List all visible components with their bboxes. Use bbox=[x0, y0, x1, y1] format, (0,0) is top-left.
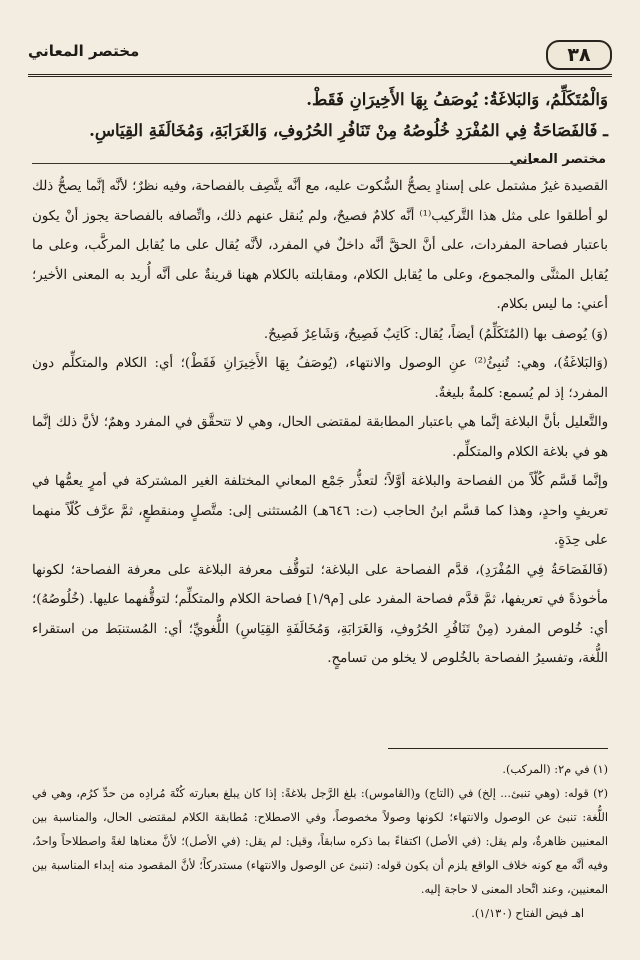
paragraph: والتَّعليل بأنَّ البلاغة إنَّما هي باعتبار المطابقة لمقتضى الحال، وهي لا تتحقَّق في المفرد وهمٌ؛ لأنَّ ذلك إنَّما هو في بلاغة الكلام والمتكلِّم. bbox=[32, 415, 608, 460]
commentary-label: مختصر المعاني bbox=[509, 152, 606, 167]
paragraph: (وَ) يُوصف بها (المُتَكَلِّمُ) أيضاً، يُقال: كَاتِبٌ فَصِيحٌ، وَشَاعِرٌ فَصِيحٌ. bbox=[263, 326, 608, 342]
matn-text bbox=[32, 84, 608, 146]
matn-line: وَالْمُتَكَلِّمُ، وَالبَلاغَةُ: يُوصَفُ بِهَا الأَخِيرَانِ فَقَطْ. bbox=[306, 90, 608, 109]
paragraph: (وَالبَلاغَةُ)، وهي: تُنبِئُ⁽²⁾ عنِ الوصول والانتهاء، (يُوصَفُ بِهَا الأَخِيرَانِ فَقَطْ)؛ أي: الكلام والمتكلِّم دون المفرد؛ إذ لم يُسمع: كلمةٌ بليغةٌ. bbox=[32, 356, 608, 401]
paragraph: وإنَّما قَسَّم كُلّاً من الفصاحة والبلاغة أوَّلاً؛ لتعذُّر جَمْع المعاني المختلفة الغير المشتركة في أمرٍ يعمُّها في تعريفٍ واحدٍ، وهذا كما قسَّم ابنُ الحاجب (ت: ٦٤٦هـ) المُستثنى إلى: متَّصلٍ ومنقطعٍ، ثمَّ عرَّف كُلّاً منهما على حِدَةٍ. bbox=[32, 474, 608, 548]
footnote-source: اهـ فيض الفتاح (١/١٣٠). bbox=[471, 907, 584, 920]
footnotes bbox=[32, 758, 608, 926]
commentary-body bbox=[32, 172, 608, 674]
footnote: (٢) قوله: (وهي تنبئ... إلخ) في (التاج) و(القاموس): بلغ الرَّجل بلاغةً: إذا كان يبلغ بعبارته كُنْهَ مُرادِه من حدِّ كرُم، وهي في اللُّغة: تنبئ عن الوصول والانتهاء؛ لكونها وصولاً مخصوصاً، وفي الاصطلاح: مُطابقة الكلام لمقتضى الحال، والمناسبة بين المعنيين ظاهرةٌ، ولم يقل: (في الأصل) اكتفاءً بما ذكره سابقاً، وقيل: لم يقل: (في الأصل)؛ لأنَّ معناها لغةً واصطلاحاً واحدٌ، وفيه أنَّه مع كونه خلاف الواقع يلزم أن يكون قوله: (تنبئ عن الوصول والانتهاء) مستدركاً؛ لأنَّ المقصود منه إبداء المناسبة بين المعنيين، وعند اتِّحاد المعنى لا حاجة إليه. bbox=[32, 787, 608, 896]
paragraph: (فَالفَصَاحَةُ فِي المُفْرَدِ)، قدَّم الفصاحة على البلاغة؛ لتوقُّف معرفة البلاغة على معرفة الفصاحة؛ لكونها مأخوذةً في تعريفها، ثمَّ قدَّم فصاحة المفرد على [م١/٩] فصاحة الكلام والمتكلِّم؛ لتوقُّفهما عليها. (خُلُوصُهُ)؛ أي: خُلوص المفرد (مِنْ تَنَافُرِ الحُرُوفِ، وَالغَرَابَةِ، وَمُخَالَفَةِ القِيَاسِ) اللُّغويِّ؛ أي: المُستنبَط من استقراء اللُّغة، وتفسيرُ الفصاحة بالخُلوص لا يخلو من تسامحٍ. bbox=[32, 562, 608, 666]
footnote: (١) في م٢: (المركب). bbox=[502, 763, 608, 776]
footnote-divider bbox=[388, 748, 608, 749]
page-number: ٣٨ bbox=[546, 40, 612, 70]
paragraph: القصيدة غيرُ مشتمل على إسنادٍ يصحُّ السُّكوت عليه، مع أنَّه يتَّصِف بالفصاحة، وفيه نظرٌ؛ لأنَّه إنَّما يصحُّ ذلك لو أطلقوا على مثل هذا التَّركيب⁽¹⁾ أنَّه كلامٌ فصيحٌ، ولم يُنقل عنهم ذلك، واتِّصافه بالفصاحة يجوز أنْ يكون باعتبار فصاحة المفردات، على أنَّ الحقَّ أنَّه داخلٌ في المفرد، لأنَّه يُقال على ما يُقابل المركَّب، وعلى ما يُقابل المثنَّى والمجموع، وعلى ما يُقابل الكلام، ومقابلته بالكلام ههنا قرينةٌ على أنَّه أُريد به المعنى الأخير؛ أعني: ما ليس بكلام. bbox=[32, 179, 608, 312]
page-header bbox=[28, 40, 612, 77]
running-title: مختصر المعاني bbox=[28, 42, 140, 60]
matn-line: ـ فَالفَصَاحَةُ فِي المُفْرَدِ خُلُوصُهُ مِنْ تَنَافُرِ الحُرُوفِ، وَالغَرَابَةِ، وَمُخَالَفَةِ القِيَاسِ. bbox=[89, 121, 608, 140]
commentary-divider bbox=[32, 163, 532, 164]
